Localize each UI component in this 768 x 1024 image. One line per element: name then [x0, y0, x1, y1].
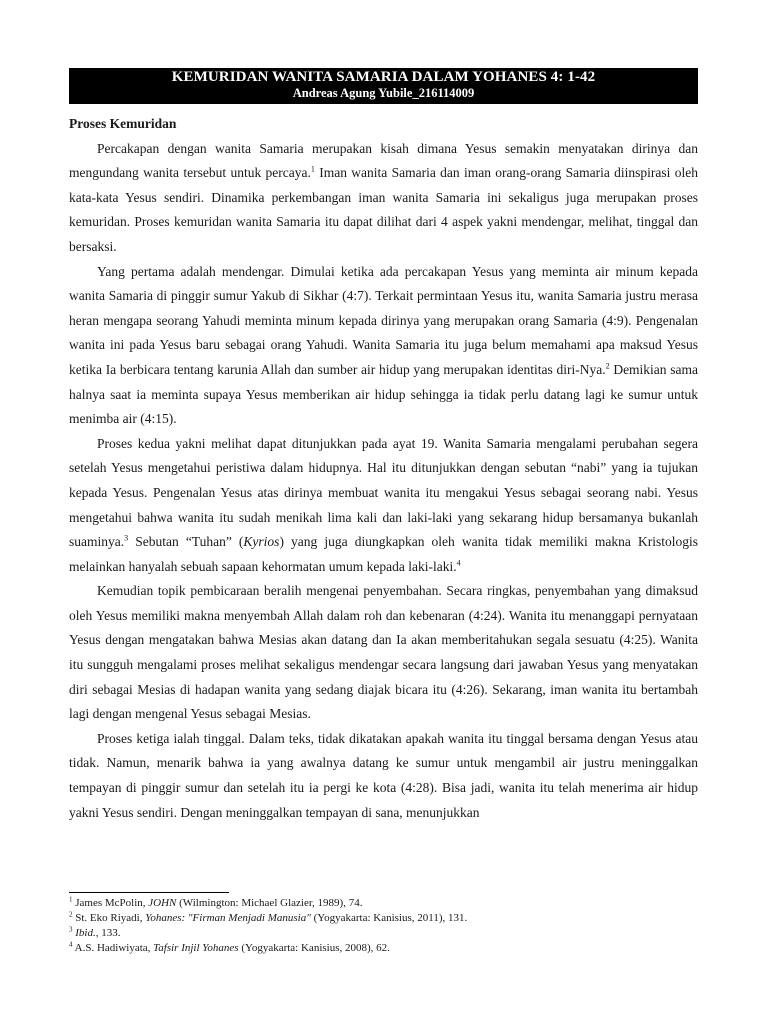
- footnote-number: 4: [69, 940, 73, 949]
- footnote-ref-2[interactable]: 2: [605, 361, 610, 371]
- paragraph-2: [69, 260, 698, 432]
- paragraph-1: [69, 137, 698, 260]
- kyrios-term: Kyrios: [243, 534, 280, 550]
- footnote-title: Tafsir Injil Yohanes: [153, 942, 239, 954]
- paragraph-text: Iman wanita Samaria dan iman orang-orang Samaria diinspirasi oleh kata-kata Yesus sendiri. Dinamika perkembangan iman wanita Samaria ini sekaligus juga merupakan proses kemuridan. Proses kemuridan wanita Samaria itu dapat dilihat dari 4 aspek yakni mendengar, melihat, tinggal dan bersaksi.: [69, 165, 698, 254]
- footnote-title: Ibid.,: [75, 927, 99, 939]
- footnote-number: 1: [69, 895, 73, 904]
- footnote-text: (Wilmington: Michael Glazier, 1989), 74.: [176, 897, 363, 909]
- paragraph-4: Kemudian topik pembicaraan beralih mengenai penyembahan. Secara ringkas, penyembahan yang dimaksud oleh Yesus memiliki makna menyembah Allah dalam roh dan kebenaran (4:24). Wanita itu menanggapi pernyataan Yesus dengan mengatakan bahwa Mesias akan datang dan Ia akan memberitahukan segala sesuatu (4:25). Wanita itu sungguh mengalami proses melihat sekaligus mendengar secara langsung dari jawaban Yesus yang menyatakan diri sebagai Mesias di hadapan wanita yang sedang diajak bicara itu (4:26). Sekarang, iman wanita itu bertambah lagi dengan mengenal Yesus sebagai Mesias.: [69, 583, 698, 722]
- paragraph-text: Percakapan dengan wanita Samaria merupakan kisah dimana Yesus semakin menyatakan dirinya dan mengundang wanita tersebut untuk percaya.: [69, 140, 698, 181]
- footnote-text: (Yogyakarta: Kanisius, 2011), 131.: [310, 912, 468, 924]
- footnote-ref-3[interactable]: 3: [124, 533, 129, 543]
- paragraph-3: [69, 432, 698, 580]
- footnote-ref-1[interactable]: 1: [310, 164, 315, 174]
- footnote-2: [69, 911, 698, 926]
- footnote-1: [69, 896, 698, 911]
- footnote-text: St. Eko Riyadi,: [72, 912, 146, 924]
- footnote-text: (Yogyakarta: Kanisius, 2008), 62.: [238, 942, 390, 954]
- footnote-text: James McPolin,: [72, 897, 149, 909]
- paragraph-5: Proses ketiga ialah tinggal. Dalam teks, tidak dikatakan apakah wanita itu tinggal bersama dengan Yesus atau tidak. Namun, menarik bahwa ia yang awalnya datang ke sumur untuk mengambil air justru meninggalkan tempayan di pinggir sumur dan setelah itu ia pergi ke kota (4:28). Bisa jadi, wanita itu telah menerima air hidup yakni Yesus sendiri. Dengan meninggalkan tempayan di sana, menunjukkan: [69, 730, 698, 820]
- document-title: KEMURIDAN WANITA SAMARIA DALAM YOHANES 4: 1-42: [171, 69, 596, 85]
- author-line: Andreas Agung Yubile_216114009: [292, 86, 475, 100]
- paragraph-text: Yang pertama adalah mendengar. Dimulai ketika ada percakapan Yesus yang meminta air minum kepada wanita Samaria di pinggir sumur Yakub di Sikhar (4:7). Terkait permintaan Yesus itu, wanita Samaria justru merasa heran mengapa seorang Yahudi meminta minum kepada dirinya yang merupakan orang Samaria (4:9). Pengenalan wanita ini pada Yesus baru sebagai orang Yahudi. Wanita Samaria itu juga belum memahami apa maksud Yesus ketika Ia berbicara tentang karunia Allah dan sumber air hidup yang merupakan identitas diri-Nya.: [69, 263, 698, 377]
- paragraph-text: Proses kedua yakni melihat dapat ditunjukkan pada ayat 19. Wanita Samaria mengalami perubahan segera setelah Yesus mengetahui peristiwa dalam hidupnya. Hal itu ditunjukkan dengan sebutan “nabi” yang ia tujukan kepada Yesus. Pengenalan Yesus atas dirinya membuat wanita itu mengakui Yesus sebagai seorang nabi. Yesus mengetahui bahwa wanita itu sudah menikah lima kali dan laki-laki yang sekarang hidup bersamanya bukanlah suaminya.: [69, 435, 698, 550]
- footnote-number: 3: [69, 925, 73, 934]
- paragraph-text: Sebutan “Tuhan” (: [128, 534, 244, 550]
- footnotes: [69, 896, 698, 956]
- footnote-divider: [69, 892, 229, 893]
- footnote-number: 2: [69, 910, 73, 919]
- paragraph-text: ) yang juga diungkapkan oleh wanita tidak memiliki makna Kristologis melainkan hanyalah sebuah sapaan kehormatan umum kepada laki-laki.: [69, 534, 698, 574]
- footnote-title: Yohanes: "Firman Menjadi Manusia": [145, 912, 311, 924]
- body-text: [69, 112, 698, 825]
- paragraph-text: Demikian sama halnya saat ia meminta supaya Yesus memberikan air hidup sehingga ia tidak perlu datang lagi ke sumur untuk menimba air (4:15).: [69, 361, 698, 427]
- footnote-text: 133.: [98, 927, 121, 939]
- footnote-title: JOHN: [148, 897, 177, 909]
- footnote-4: [69, 941, 698, 956]
- footnote-ref-4[interactable]: 4: [456, 558, 461, 568]
- title-banner: [69, 68, 698, 104]
- footnote-text: A.S. Hadiwiyata,: [72, 942, 154, 954]
- footnote-3: [69, 926, 698, 941]
- section-heading: Proses Kemuridan: [69, 116, 177, 131]
